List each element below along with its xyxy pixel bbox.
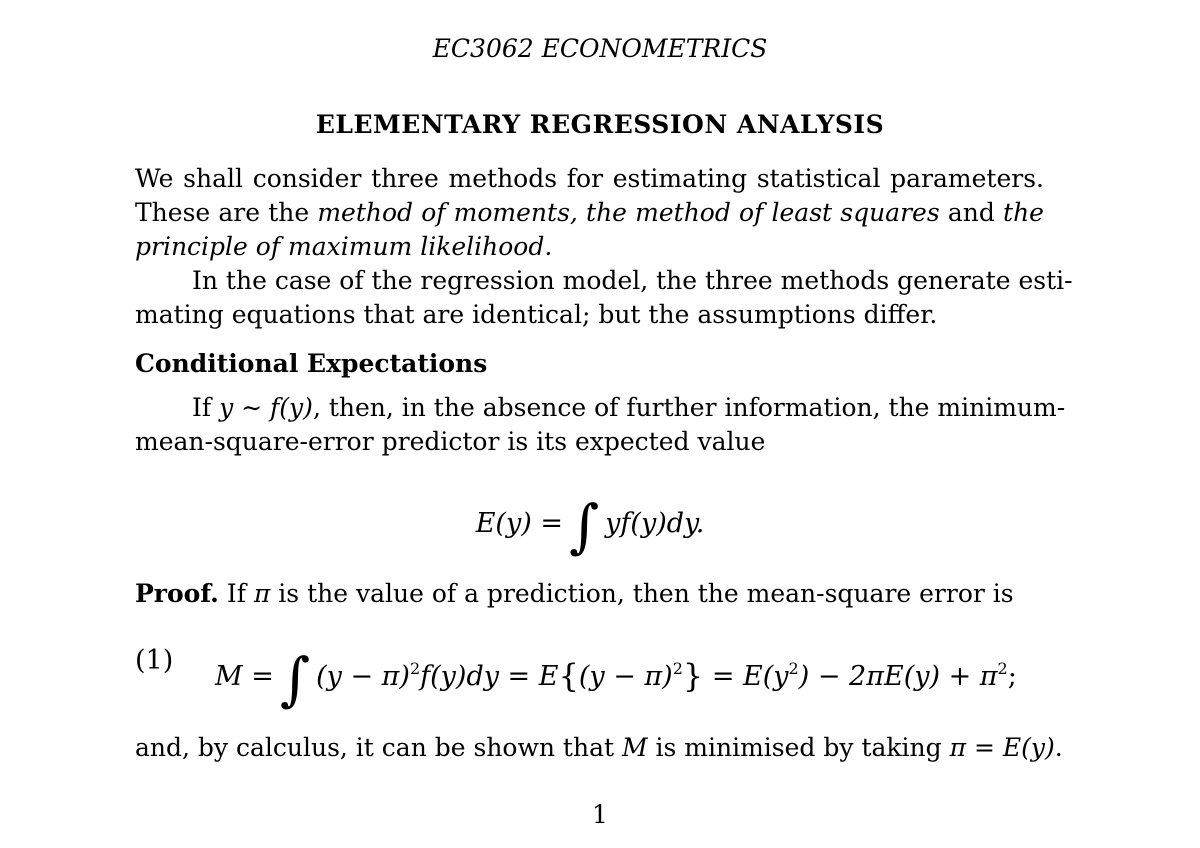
eq1-part-f: ; <box>1007 661 1017 692</box>
para2-line2: mating equations that are identical; but the assumptions differ. <box>135 300 938 329</box>
eq1-exp-a: 2 <box>409 659 421 678</box>
eq1-part-b: f(y)dy = E <box>420 661 559 692</box>
eq1-part-c: (y − π) <box>578 661 673 692</box>
section-heading: Conditional Expectations <box>135 349 488 378</box>
proof-text-a: If <box>218 579 254 608</box>
proof-label: Proof. <box>135 579 219 608</box>
para1-line2 <box>135 196 1044 230</box>
proof-pi: π <box>253 579 271 608</box>
conclusion-math: π = E(y) <box>949 733 1055 762</box>
integral-sign: ∫ <box>568 492 600 560</box>
expected-value-equation <box>0 492 1180 560</box>
conclusion-text-b: is minimised by taking <box>647 733 950 762</box>
page-number: 1 <box>592 800 608 829</box>
eq1-part-e: ) − 2πE(y) + π <box>798 661 998 692</box>
para3-distribution-math: y ∼ f(y) <box>219 393 313 422</box>
para1-methods-emphasis: method of moments, the method of least squares <box>317 198 940 227</box>
conclusion-text-c: . <box>1054 733 1063 762</box>
proof-line <box>135 577 1014 611</box>
para3-line2: mean-square-error predictor is its expected value <box>135 427 766 456</box>
conclusion-M: M <box>621 733 648 762</box>
eq1-part-d: = E(y <box>703 661 789 692</box>
expected-value-rhs: yf(y)dy. <box>605 508 705 539</box>
equation-1-number: (1) <box>135 645 174 676</box>
document-title: ELEMENTARY REGRESSION ANALYSIS <box>315 110 885 139</box>
equation-1 <box>215 645 1017 713</box>
eq1-part-a: (y − π) <box>316 661 410 692</box>
conclusion-line <box>135 731 1063 765</box>
proof-text-b: is the value of a prediction, then the mean-square error is <box>270 579 1014 608</box>
course-header: EC3062 ECONOMETRICS <box>432 34 768 63</box>
para1-line2-a: These are the <box>135 198 318 227</box>
para1-line3: principle of maximum likelihood. <box>135 232 553 261</box>
para2-line1: In the case of the regression model, the three methods generate esti- <box>192 266 1073 295</box>
eq1-exp-c: 2 <box>672 659 683 678</box>
expected-value-lhs: E(y) = <box>475 508 563 539</box>
conclusion-text-a: and, by calculus, it can be shown that <box>135 733 622 762</box>
para3-line1-b: , then, in the absence of further information, the minimum- <box>312 393 1066 422</box>
eq1-integral-sign: ∫ <box>279 645 311 713</box>
eq1-exp-d: 2 <box>788 659 799 678</box>
para3-line1 <box>192 391 1066 425</box>
para1-line2-d: the <box>1003 198 1044 227</box>
eq1-brace-close: } <box>682 657 704 695</box>
eq1-brace-open: { <box>558 657 579 695</box>
para3-line1-a: If <box>192 393 220 422</box>
eq1-exp-e: 2 <box>997 659 1008 678</box>
para1-line2-c: and <box>939 198 1004 227</box>
eq1-lhs: M = <box>215 661 274 692</box>
para1-line1: We shall consider three methods for estimating statistical parameters. <box>135 164 1044 193</box>
